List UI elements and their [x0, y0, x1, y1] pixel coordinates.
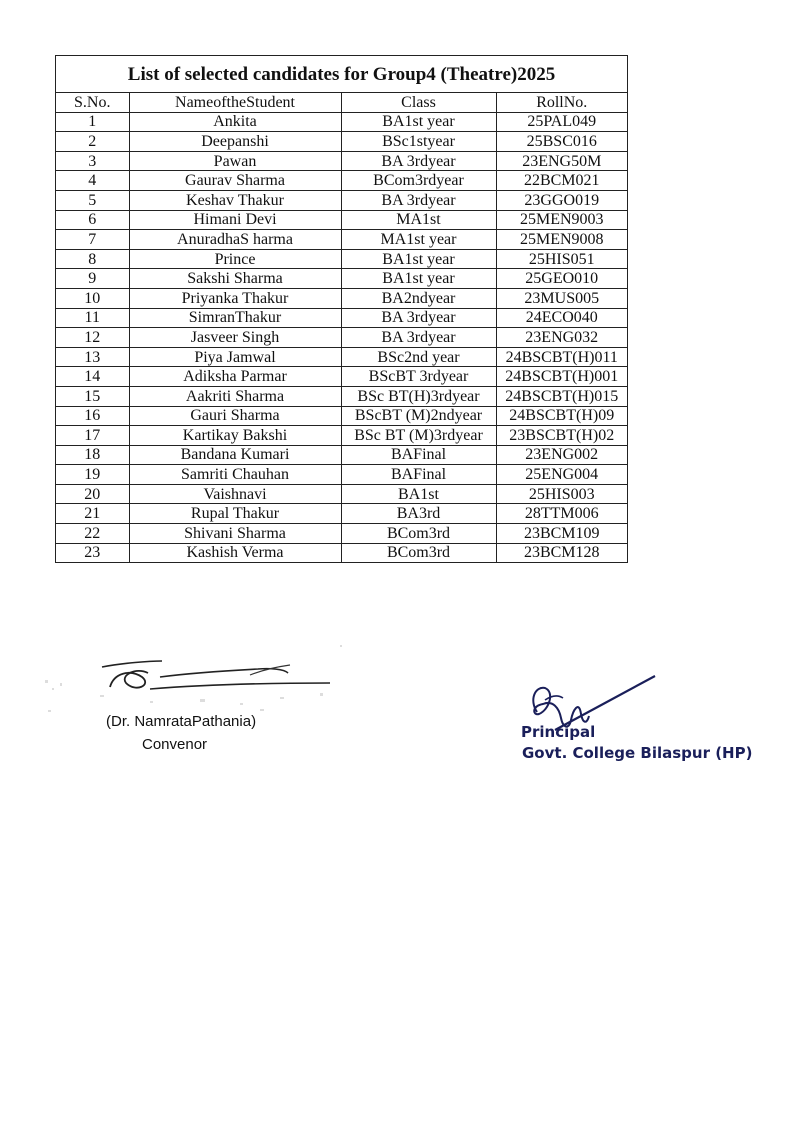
- table-row: [56, 151, 627, 171]
- cell-student-name: Rupal Thakur: [129, 504, 341, 524]
- cell-class: BCom3rd: [341, 543, 496, 562]
- cell-student-name: Priyanka Thakur: [129, 288, 341, 308]
- cell-roll-no: 24BSCBT(H)001: [496, 367, 627, 387]
- column-header-sno: S.No.: [56, 93, 129, 112]
- cell-student-name: Piya Jamwal: [129, 347, 341, 367]
- table-row: [56, 269, 627, 289]
- cell-class: MA1st: [341, 210, 496, 230]
- convenor-name: (Dr. NamrataPathania): [106, 713, 257, 730]
- cell-student-name: Kashish Verma: [129, 543, 341, 562]
- cell-roll-no: 23GGO019: [496, 190, 627, 210]
- table-row: [56, 328, 627, 348]
- cell-roll-no: 23ENG002: [496, 445, 627, 465]
- table-row: [56, 249, 627, 269]
- table-row: [56, 347, 627, 367]
- table-row: [56, 288, 627, 308]
- cell-sno: 12: [56, 328, 129, 348]
- cell-class: BAFinal: [341, 445, 496, 465]
- cell-roll-no: 24BSCBT(H)011: [496, 347, 627, 367]
- cell-student-name: Keshav Thakur: [129, 190, 341, 210]
- cell-class: BA1st: [341, 484, 496, 504]
- convenor-role: Convenor: [142, 736, 208, 753]
- column-header-class: Class: [341, 93, 496, 112]
- cell-class: BSc BT(H)3rdyear: [341, 386, 496, 406]
- cell-sno: 17: [56, 426, 129, 446]
- cell-class: BSc BT (M)3rdyear: [341, 426, 496, 446]
- cell-roll-no: 22BCM021: [496, 171, 627, 191]
- cell-roll-no: 23MUS005: [496, 288, 627, 308]
- cell-sno: 3: [56, 151, 129, 171]
- cell-roll-no: 25HIS003: [496, 484, 627, 504]
- table-row: [56, 543, 627, 562]
- cell-sno: 20: [56, 484, 129, 504]
- cell-student-name: Vaishnavi: [129, 484, 341, 504]
- cell-roll-no: 25MEN9008: [496, 230, 627, 250]
- cell-student-name: Samriti Chauhan: [129, 465, 341, 485]
- cell-sno: 13: [56, 347, 129, 367]
- table-row: [56, 524, 627, 544]
- cell-student-name: Pawan: [129, 151, 341, 171]
- cell-class: BA1st year: [341, 112, 496, 132]
- column-header-student-name: NameoftheStudent: [129, 93, 341, 112]
- cell-class: BA1st year: [341, 249, 496, 269]
- cell-class: BCom3rdyear: [341, 171, 496, 191]
- cell-class: BA1st year: [341, 269, 496, 289]
- cell-student-name: Sakshi Sharma: [129, 269, 341, 289]
- cell-roll-no: 24BSCBT(H)015: [496, 386, 627, 406]
- cell-sno: 8: [56, 249, 129, 269]
- cell-roll-no: 25ENG004: [496, 465, 627, 485]
- cell-sno: 2: [56, 132, 129, 152]
- cell-class: BA 3rdyear: [341, 190, 496, 210]
- cell-sno: 21: [56, 504, 129, 524]
- cell-class: BA2ndyear: [341, 288, 496, 308]
- cell-sno: 1: [56, 112, 129, 132]
- cell-class: BA 3rdyear: [341, 308, 496, 328]
- cell-student-name: Shivani Sharma: [129, 524, 341, 544]
- cell-roll-no: 28TTM006: [496, 504, 627, 524]
- cell-sno: 22: [56, 524, 129, 544]
- cell-student-name: Adiksha Parmar: [129, 367, 341, 387]
- cell-class: BAFinal: [341, 465, 496, 485]
- cell-class: BA 3rdyear: [341, 328, 496, 348]
- cell-sno: 14: [56, 367, 129, 387]
- cell-sno: 19: [56, 465, 129, 485]
- convenor-signature-block: [40, 625, 360, 755]
- cell-student-name: Prince: [129, 249, 341, 269]
- cell-class: BCom3rd: [341, 524, 496, 544]
- cell-class: BA3rd: [341, 504, 496, 524]
- cell-roll-no: 23ENG50M: [496, 151, 627, 171]
- table-row: [56, 308, 627, 328]
- cell-sno: 11: [56, 308, 129, 328]
- cell-student-name: Bandana Kumari: [129, 445, 341, 465]
- table-row: [56, 386, 627, 406]
- cell-student-name: Aakriti Sharma: [129, 386, 341, 406]
- table-row: [56, 484, 627, 504]
- candidates-table-frame: [55, 55, 628, 563]
- college-name: Govt. College Bilaspur (HP): [522, 744, 753, 762]
- principal-title: Principal: [521, 723, 596, 741]
- cell-sno: 9: [56, 269, 129, 289]
- cell-roll-no: 24ECO040: [496, 308, 627, 328]
- cell-roll-no: 25GEO010: [496, 269, 627, 289]
- table-row: [56, 426, 627, 446]
- table-row: [56, 230, 627, 250]
- cell-sno: 18: [56, 445, 129, 465]
- cell-sno: 5: [56, 190, 129, 210]
- cell-sno: 10: [56, 288, 129, 308]
- table-row: [56, 406, 627, 426]
- cell-student-name: Ankita: [129, 112, 341, 132]
- cell-student-name: Deepanshi: [129, 132, 341, 152]
- table-row: [56, 445, 627, 465]
- cell-sno: 7: [56, 230, 129, 250]
- table-row: [56, 132, 627, 152]
- convenor-signature-image: [40, 625, 360, 715]
- document-title: List of selected candidates for Group4 (Theatre)2025: [56, 56, 627, 93]
- cell-student-name: SimranThakur: [129, 308, 341, 328]
- table-header-row: [56, 93, 627, 112]
- cell-sno: 15: [56, 386, 129, 406]
- column-header-roll-no: RollNo.: [496, 93, 627, 112]
- table-row: [56, 465, 627, 485]
- cell-roll-no: 23BCM109: [496, 524, 627, 544]
- candidates-table: [56, 93, 627, 562]
- table-row: [56, 171, 627, 191]
- cell-roll-no: 24BSCBT(H)09: [496, 406, 627, 426]
- table-row: [56, 210, 627, 230]
- cell-student-name: Jasveer Singh: [129, 328, 341, 348]
- cell-sno: 16: [56, 406, 129, 426]
- cell-class: BA 3rdyear: [341, 151, 496, 171]
- cell-student-name: Gaurav Sharma: [129, 171, 341, 191]
- cell-sno: 23: [56, 543, 129, 562]
- cell-student-name: AnuradhaS harma: [129, 230, 341, 250]
- table-row: [56, 190, 627, 210]
- cell-roll-no: 23ENG032: [496, 328, 627, 348]
- cell-roll-no: 23BCM128: [496, 543, 627, 562]
- cell-student-name: Kartikay Bakshi: [129, 426, 341, 446]
- cell-roll-no: 25MEN9003: [496, 210, 627, 230]
- cell-sno: 6: [56, 210, 129, 230]
- cell-roll-no: 25HIS051: [496, 249, 627, 269]
- cell-class: BSc1styear: [341, 132, 496, 152]
- cell-roll-no: 23BSCBT(H)02: [496, 426, 627, 446]
- cell-class: BScBT (M)2ndyear: [341, 406, 496, 426]
- cell-sno: 4: [56, 171, 129, 191]
- cell-student-name: Himani Devi: [129, 210, 341, 230]
- cell-class: BScBT 3rdyear: [341, 367, 496, 387]
- cell-class: BSc2nd year: [341, 347, 496, 367]
- table-body: [56, 112, 627, 562]
- cell-class: MA1st year: [341, 230, 496, 250]
- cell-roll-no: 25PAL049: [496, 112, 627, 132]
- cell-student-name: Gauri Sharma: [129, 406, 341, 426]
- table-row: [56, 504, 627, 524]
- principal-stamp-block: [515, 670, 775, 780]
- cell-roll-no: 25BSC016: [496, 132, 627, 152]
- table-row: [56, 367, 627, 387]
- table-row: [56, 112, 627, 132]
